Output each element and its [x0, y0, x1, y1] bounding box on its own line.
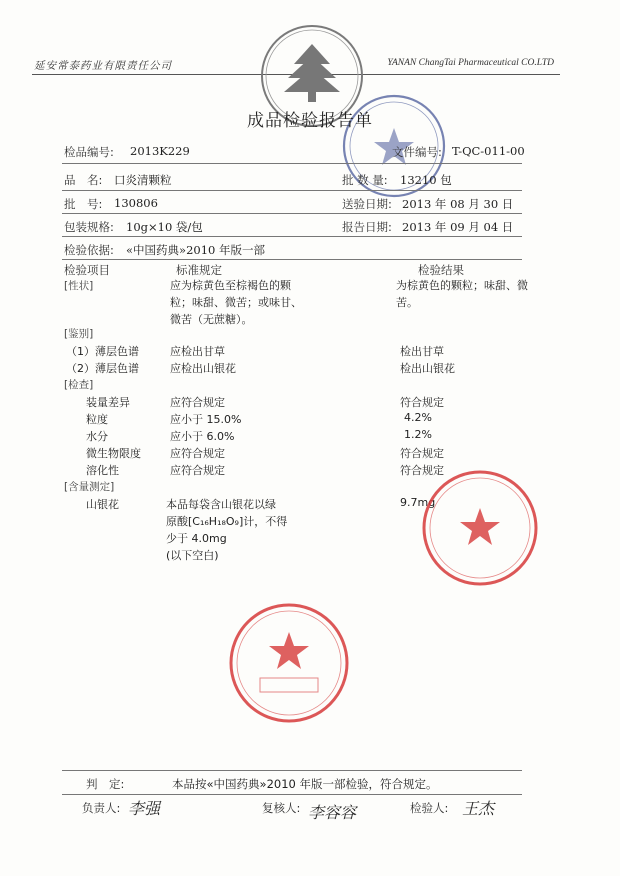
identify-item-1: （1）薄层色谱	[66, 345, 139, 358]
check-standard-1: 应符合规定	[170, 396, 225, 409]
section-check: [检查]	[64, 379, 94, 391]
section-assay: [含量测定]	[64, 481, 115, 493]
check-standard-5: 应符合规定	[170, 464, 225, 477]
identify-result-2: 检出山银花	[400, 362, 455, 375]
basis-label: 检验依据:	[64, 243, 114, 257]
inspection-no-value: 2013K229	[130, 144, 190, 158]
identify-item-2: （2）薄层色谱	[66, 362, 139, 375]
product-name-label: 品 名:	[64, 173, 103, 187]
batch-no-label: 批 号:	[64, 197, 103, 211]
check-standard-2: 应小于 15.0%	[170, 413, 242, 426]
check-item-5: 溶化性	[86, 464, 119, 477]
identify-standard-2: 应检出山银花	[170, 362, 236, 375]
section-traits: [性状]	[64, 280, 94, 292]
conclusion-label: 判 定:	[86, 777, 125, 791]
quality-management-seal	[226, 600, 352, 726]
conclusion-value: 本品按«中国药典»2010 年版一部检验，符合规定。	[172, 777, 438, 791]
check-item-3: 水分	[86, 430, 108, 443]
check-result-4: 符合规定	[400, 447, 444, 460]
header-item: 检验项目	[64, 263, 110, 277]
assay-standard-line-3: 少于 4.0mg	[166, 532, 227, 545]
assay-result: 9.7mg	[400, 496, 436, 509]
header-result: 检验结果	[418, 263, 464, 277]
traits-standard: 应为棕黄色至棕褐色的颗粒；味甜、微苦；或味甘、微苦（无蔗糖）。	[170, 279, 302, 326]
doc-number-value: T-QC-011-00	[452, 144, 525, 158]
batch-no-value: 130806	[114, 196, 158, 210]
inspection-no-label: 检品编号:	[64, 145, 114, 159]
quantity-value: 13210 包	[400, 173, 452, 187]
header-standard: 标准规定	[176, 263, 222, 277]
assay-standard-line-4: (以下空白)	[166, 549, 219, 562]
inspector-signature: 王杰	[462, 799, 495, 818]
quantity-label: 批 数 量:	[342, 173, 388, 187]
document-title: 成品检验报告单	[247, 111, 373, 131]
check-result-1: 符合规定	[400, 396, 444, 409]
reviewer-label: 复核人:	[262, 801, 301, 815]
basis-value: «中国药典»2010 年版一部	[126, 243, 265, 257]
responsible-label: 负责人:	[82, 801, 121, 815]
pine-tree-icon	[284, 44, 340, 102]
check-result-5: 符合规定	[400, 464, 444, 477]
package-spec-value: 10g×10 袋/包	[126, 220, 203, 234]
identify-result-1: 检出甘草	[400, 345, 444, 358]
product-name-value: 口炎清颗粒	[114, 173, 172, 187]
reviewer-signature: 李容容	[308, 803, 357, 822]
company-name-en: YANAN ChangTai Pharmaceutical CO.LTD	[387, 58, 554, 68]
assay-item: 山银花	[86, 498, 119, 511]
report-date-value: 2013 年 09 月 04 日	[402, 220, 514, 234]
check-item-1: 装量差异	[86, 396, 130, 409]
traits-result: 为棕黄色的颗粒；味甜、微苦。	[396, 279, 528, 309]
inspector-label: 检验人:	[410, 801, 449, 815]
assay-standard-line-1: 本品每袋含山银花以绿	[166, 498, 276, 511]
check-item-2: 粒度	[86, 413, 108, 426]
doc-number-label: 文件编号:	[392, 145, 442, 159]
package-spec-label: 包装规格:	[64, 220, 114, 234]
responsible-signature: 李强	[128, 799, 161, 818]
submit-date-value: 2013 年 08 月 30 日	[402, 197, 514, 211]
check-result-2: 4.2%	[404, 411, 432, 424]
company-seal-stamp	[418, 466, 542, 590]
check-standard-3: 应小于 6.0%	[170, 430, 235, 443]
identify-standard-1: 应检出甘草	[170, 345, 225, 358]
check-item-4: 微生物限度	[86, 447, 141, 460]
submit-date-label: 送验日期:	[342, 197, 392, 211]
check-standard-4: 应符合规定	[170, 447, 225, 460]
report-date-label: 报告日期:	[342, 220, 392, 234]
company-name-cn: 延安常泰药业有限责任公司	[34, 60, 172, 72]
check-result-3: 1.2%	[404, 428, 432, 441]
assay-standard-line-2: 原酸[C₁₆H₁₈O₉]计，不得	[166, 515, 288, 528]
section-identify: [鉴别]	[64, 328, 94, 340]
